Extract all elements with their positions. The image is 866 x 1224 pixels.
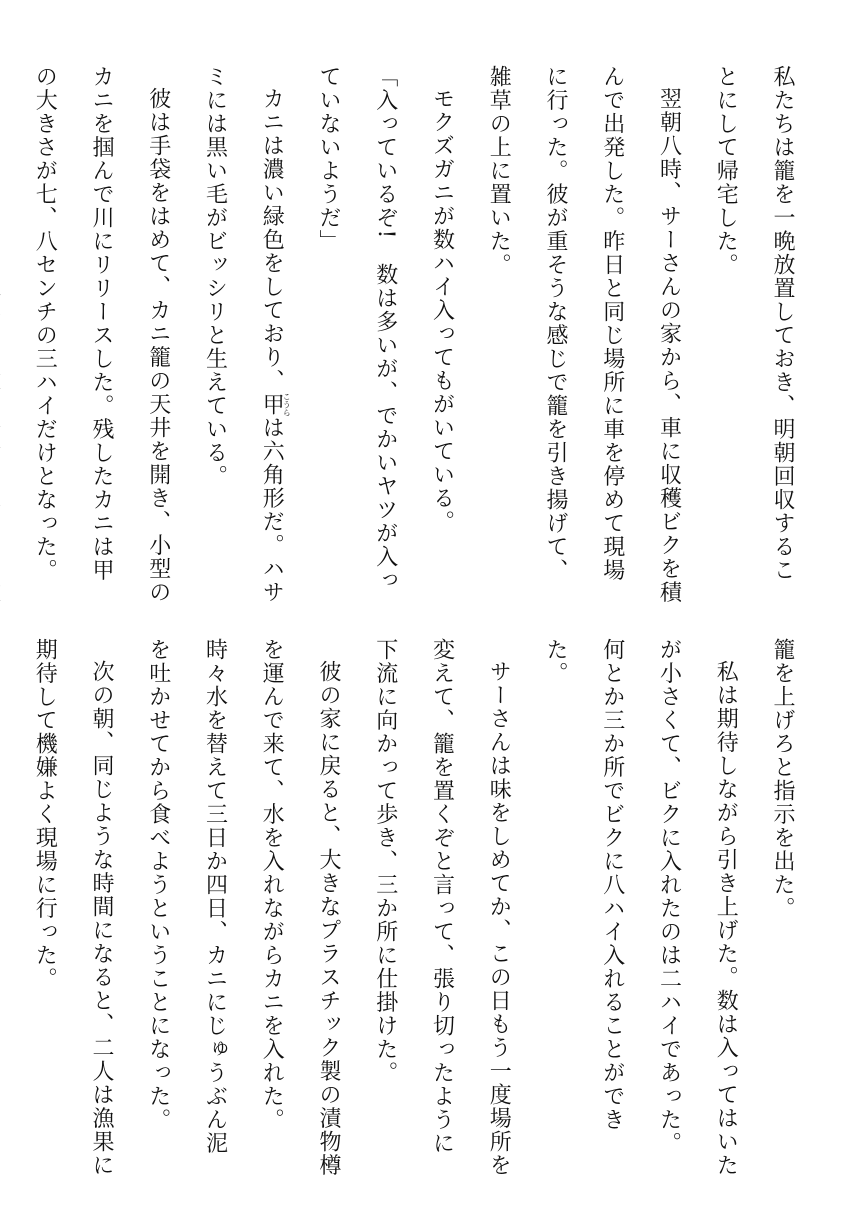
paragraph: 翌朝八時、サーさんの家から、車に収穫ビクを積んで出発した。昨日と同じ場所に車を停めて現場に行った。彼が重そうな感じで籠を引き揚げて、雑草の上に置いた。 [486,65,682,604]
paragraph: サーさんは味をしめてか、この日もう一度場所を変えて、籠を置くぞと言って、張り切ったように下流に向かって歩き、三か所に仕掛けた。 [372,638,512,1177]
paragraph: 私は期待しながら引き上げた。数は入ってはいたが小さくて、ビクに入れたのは二ハイであった。何とか三か所でビクに八ハイ入れることができた。 [543,638,739,1177]
paragraph-text: カニは濃い緑色をしており、 [259,87,285,393]
paragraph-text: は六角形だ。ハサミには黒い毛がビッシリと生えている。 [202,65,285,604]
paragraph: 彼の家に戻ると、大きなプラスチック製の漬物樽を運んで来て、水を入れながらカニを入れた。時々水を替えて三日か四日、カニにじゅうぶん泥を吐かせてから食べようということになった。 [145,638,341,1177]
dialogue-paragraph: 「入っているぞ! 数は多いが、でかいヤツが入っていないようだ」 [316,65,398,593]
paragraph: モクズガニが数ハイ入ってもがいている。 [429,87,455,534]
paragraph [186,65,300,605]
lower-text-block [32,638,810,1178]
paragraph: 私たちは籠を一晩放置しておき、明朝回収することにして帰宅した。 [713,65,795,582]
paragraph [0,638,16,1178]
paragraph [0,65,16,605]
ruby-base: 甲 [259,392,285,417]
ruby-reading: こうら [282,392,292,417]
paragraph: 籠を上げろと指示を出た。 [770,638,795,920]
paragraph: 次の朝、同じような時間になると、二人は漁果に期待して機嫌よく現場に行った。 [32,638,114,1177]
ruby-annotation [259,392,292,417]
paragraph: 彼は手袋をはめて、カニ籠の天井を開き、小型のカニを掴んで川にリリースした。残したカニは甲の大きさが七、八センチの三ハイだけとなった。 [32,65,171,604]
upper-text-block [32,65,810,605]
